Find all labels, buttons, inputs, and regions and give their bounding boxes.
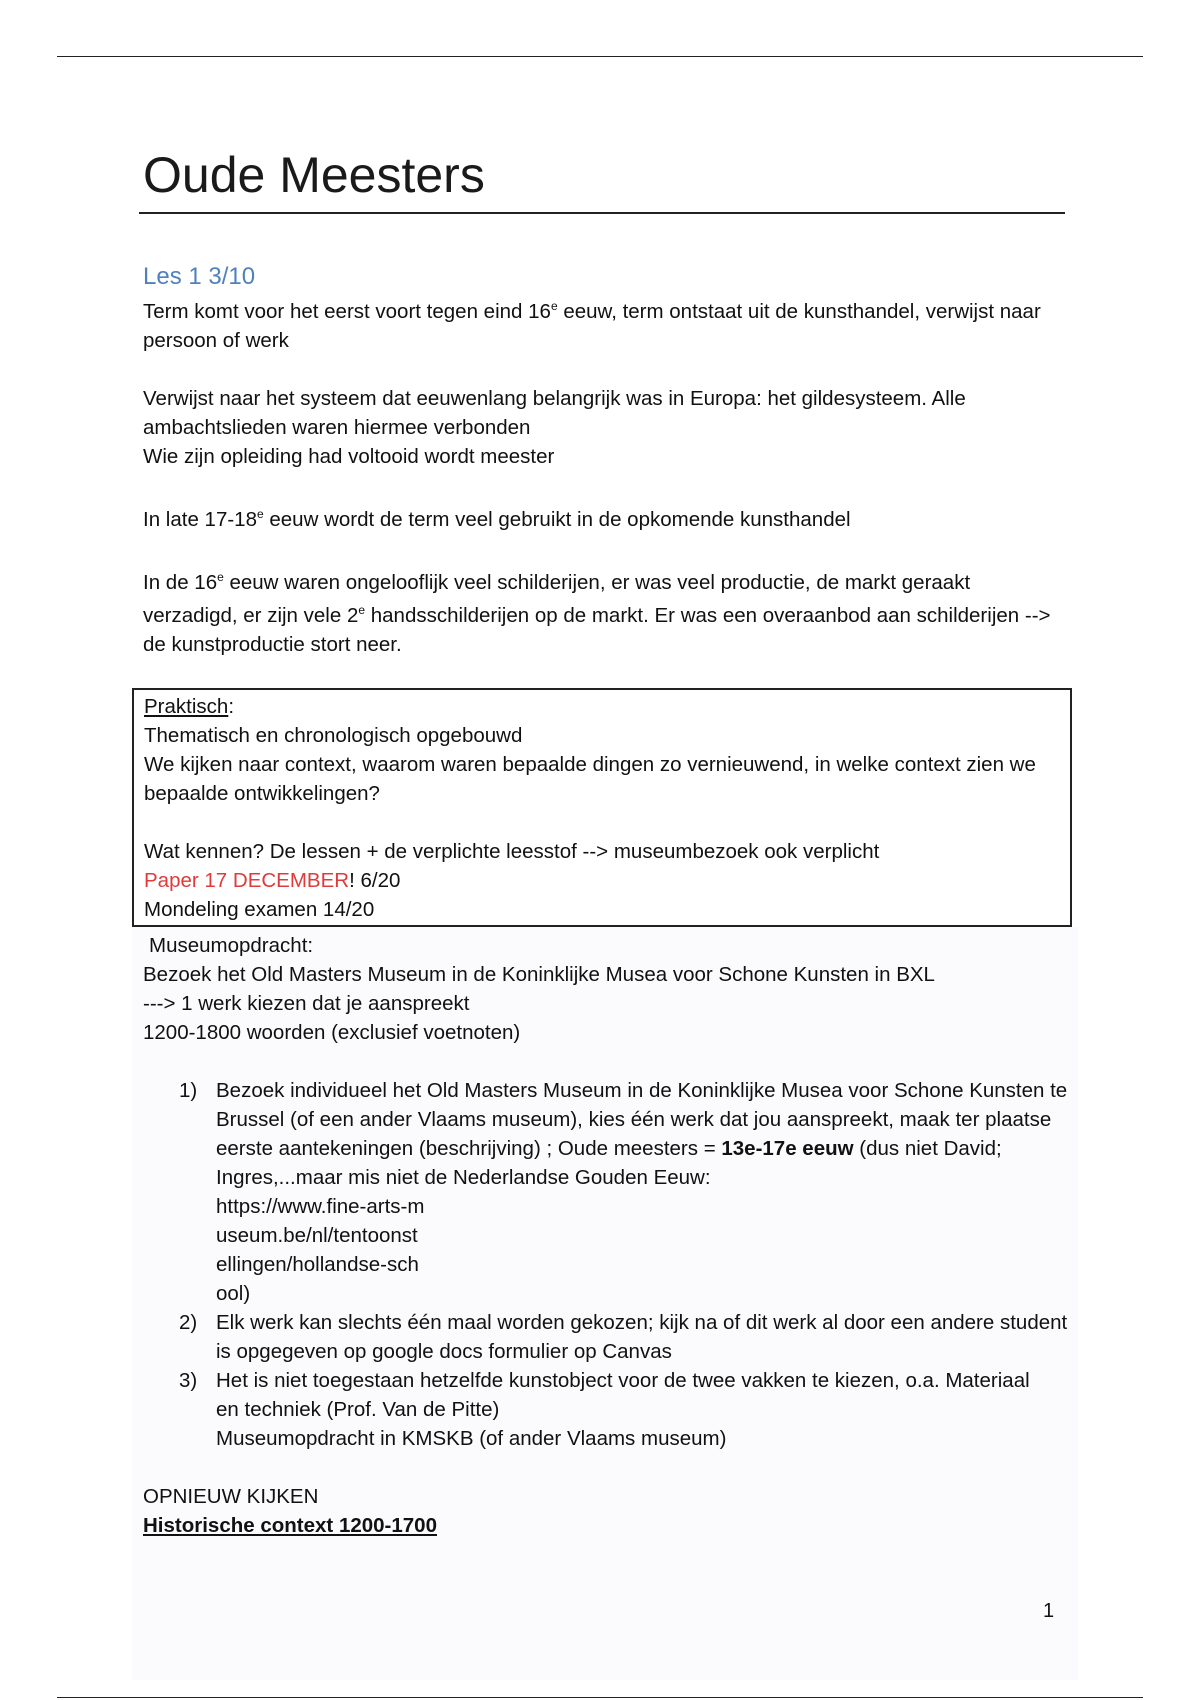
practical-line-1: Thematisch en chronologisch opgebouwd	[144, 724, 523, 748]
intro-paragraph-2-line-2: Wie zijn opleiding had voltooid wordt meester	[143, 444, 555, 468]
document-page	[143, 140, 1068, 1680]
intro-paragraph-3: In late 17-18e eeuw wordt de term veel gebruikt in de opkomende kunsthandel	[143, 506, 851, 531]
section-heading: Les 1 3/10	[143, 263, 256, 290]
museum-line-2: ---> 1 werk kiezen dat je aanspreekt	[143, 992, 470, 1016]
intro-paragraph-2-line-1: Verwijst naar het systeem dat eeuwenlang belangrijk was in Europa: het gildesysteem. Alle ambachtslieden waren hiermee verbonden	[143, 386, 966, 439]
museum-link[interactable]: https://www.fine-arts-museum.be/nl/tentoonstellingen/hollandse-school)	[216, 1195, 425, 1306]
subheading: Historische context 1200-1700	[143, 1514, 437, 1538]
museum-line-1: Bezoek het Old Masters Museum in de Koninklijke Musea voor Schone Kunsten in BXL	[143, 963, 935, 987]
intro-paragraph-1: Term komt voor het eerst voort tegen eind 16e eeuw, term ontstaat uit de kunsthandel, verwijst naar persoon of werk	[143, 299, 1041, 352]
practical-info-box	[132, 688, 1072, 927]
document-title: Oude Meesters	[139, 140, 1065, 214]
practical-label-line: Praktisch:	[144, 695, 235, 719]
bottom-rule	[57, 1697, 1143, 1698]
list-item: 2) Elk werk kan slechts één maal worden gekozen; kijk na of dit werk al door een andere student is opgegeven op google docs formulier op Canvas	[179, 1311, 1068, 1364]
paper-deadline: Paper 17 DECEMBER! 6/20	[144, 869, 401, 893]
practical-label: Praktisch	[144, 695, 229, 719]
top-rule	[57, 56, 1143, 57]
museum-line-3: 1200-1800 woorden (exclusief voetnoten)	[143, 1021, 521, 1045]
exam-weight: Mondeling examen 14/20	[144, 898, 375, 922]
intro-paragraph-4: In de 16e eeuw waren ongelooflijk veel schilderijen, er was veel productie, de markt geraakt verzadigd, er zijn vele 2e handsschilderijen op de markt. Er was een overaanbod aan schilderijen --> de kunstproductie stort neer.	[143, 569, 1051, 657]
list-item: 1) Bezoek individueel het Old Masters Museum in de Koninklijke Musea voor Schone Kunsten te Brussel (of een ander Vlaams museum), kies één werk dat jou aanspreekt, maak ter plaatse eerste aantekeningen (beschrijving) ; Oude meesters = 13e-17e eeuw (dus niet David; Ingres,...maar mis niet de Nederlandse Gouden Eeuw: https://www.fine-arts-museum.be/nl/tentoonstellingen/hollandse-school)	[143, 1076, 1078, 1308]
practical-line-3: Wat kennen? De lessen + de verplichte leesstof --> museumbezoek ook verplicht	[144, 840, 880, 864]
era-range: 13e-17e eeuw	[721, 1137, 854, 1161]
page-number: 1	[1043, 1600, 1055, 1622]
list-item: 3) Het is niet toegestaan hetzelfde kunstobject voor de twee vakken te kiezen, o.a. Materiaal en techniek (Prof. Van de Pitte) Museumopdracht in KMSKB (of ander Vlaams museum)	[179, 1369, 1030, 1451]
museum-heading: Museumopdracht:	[149, 934, 314, 958]
museum-assignment-section	[132, 927, 1078, 1680]
paper-deadline-highlight: Paper 17 DECEMBER	[144, 869, 350, 893]
superscript: e	[550, 299, 558, 313]
review-note: OPNIEUW KIJKEN	[143, 1485, 319, 1509]
assignment-list	[143, 1076, 1078, 1453]
practical-line-2: We kijken naar context, waarom waren bepaalde dingen zo vernieuwend, in welke context zien we bepaalde ontwikkelingen?	[144, 753, 1036, 806]
